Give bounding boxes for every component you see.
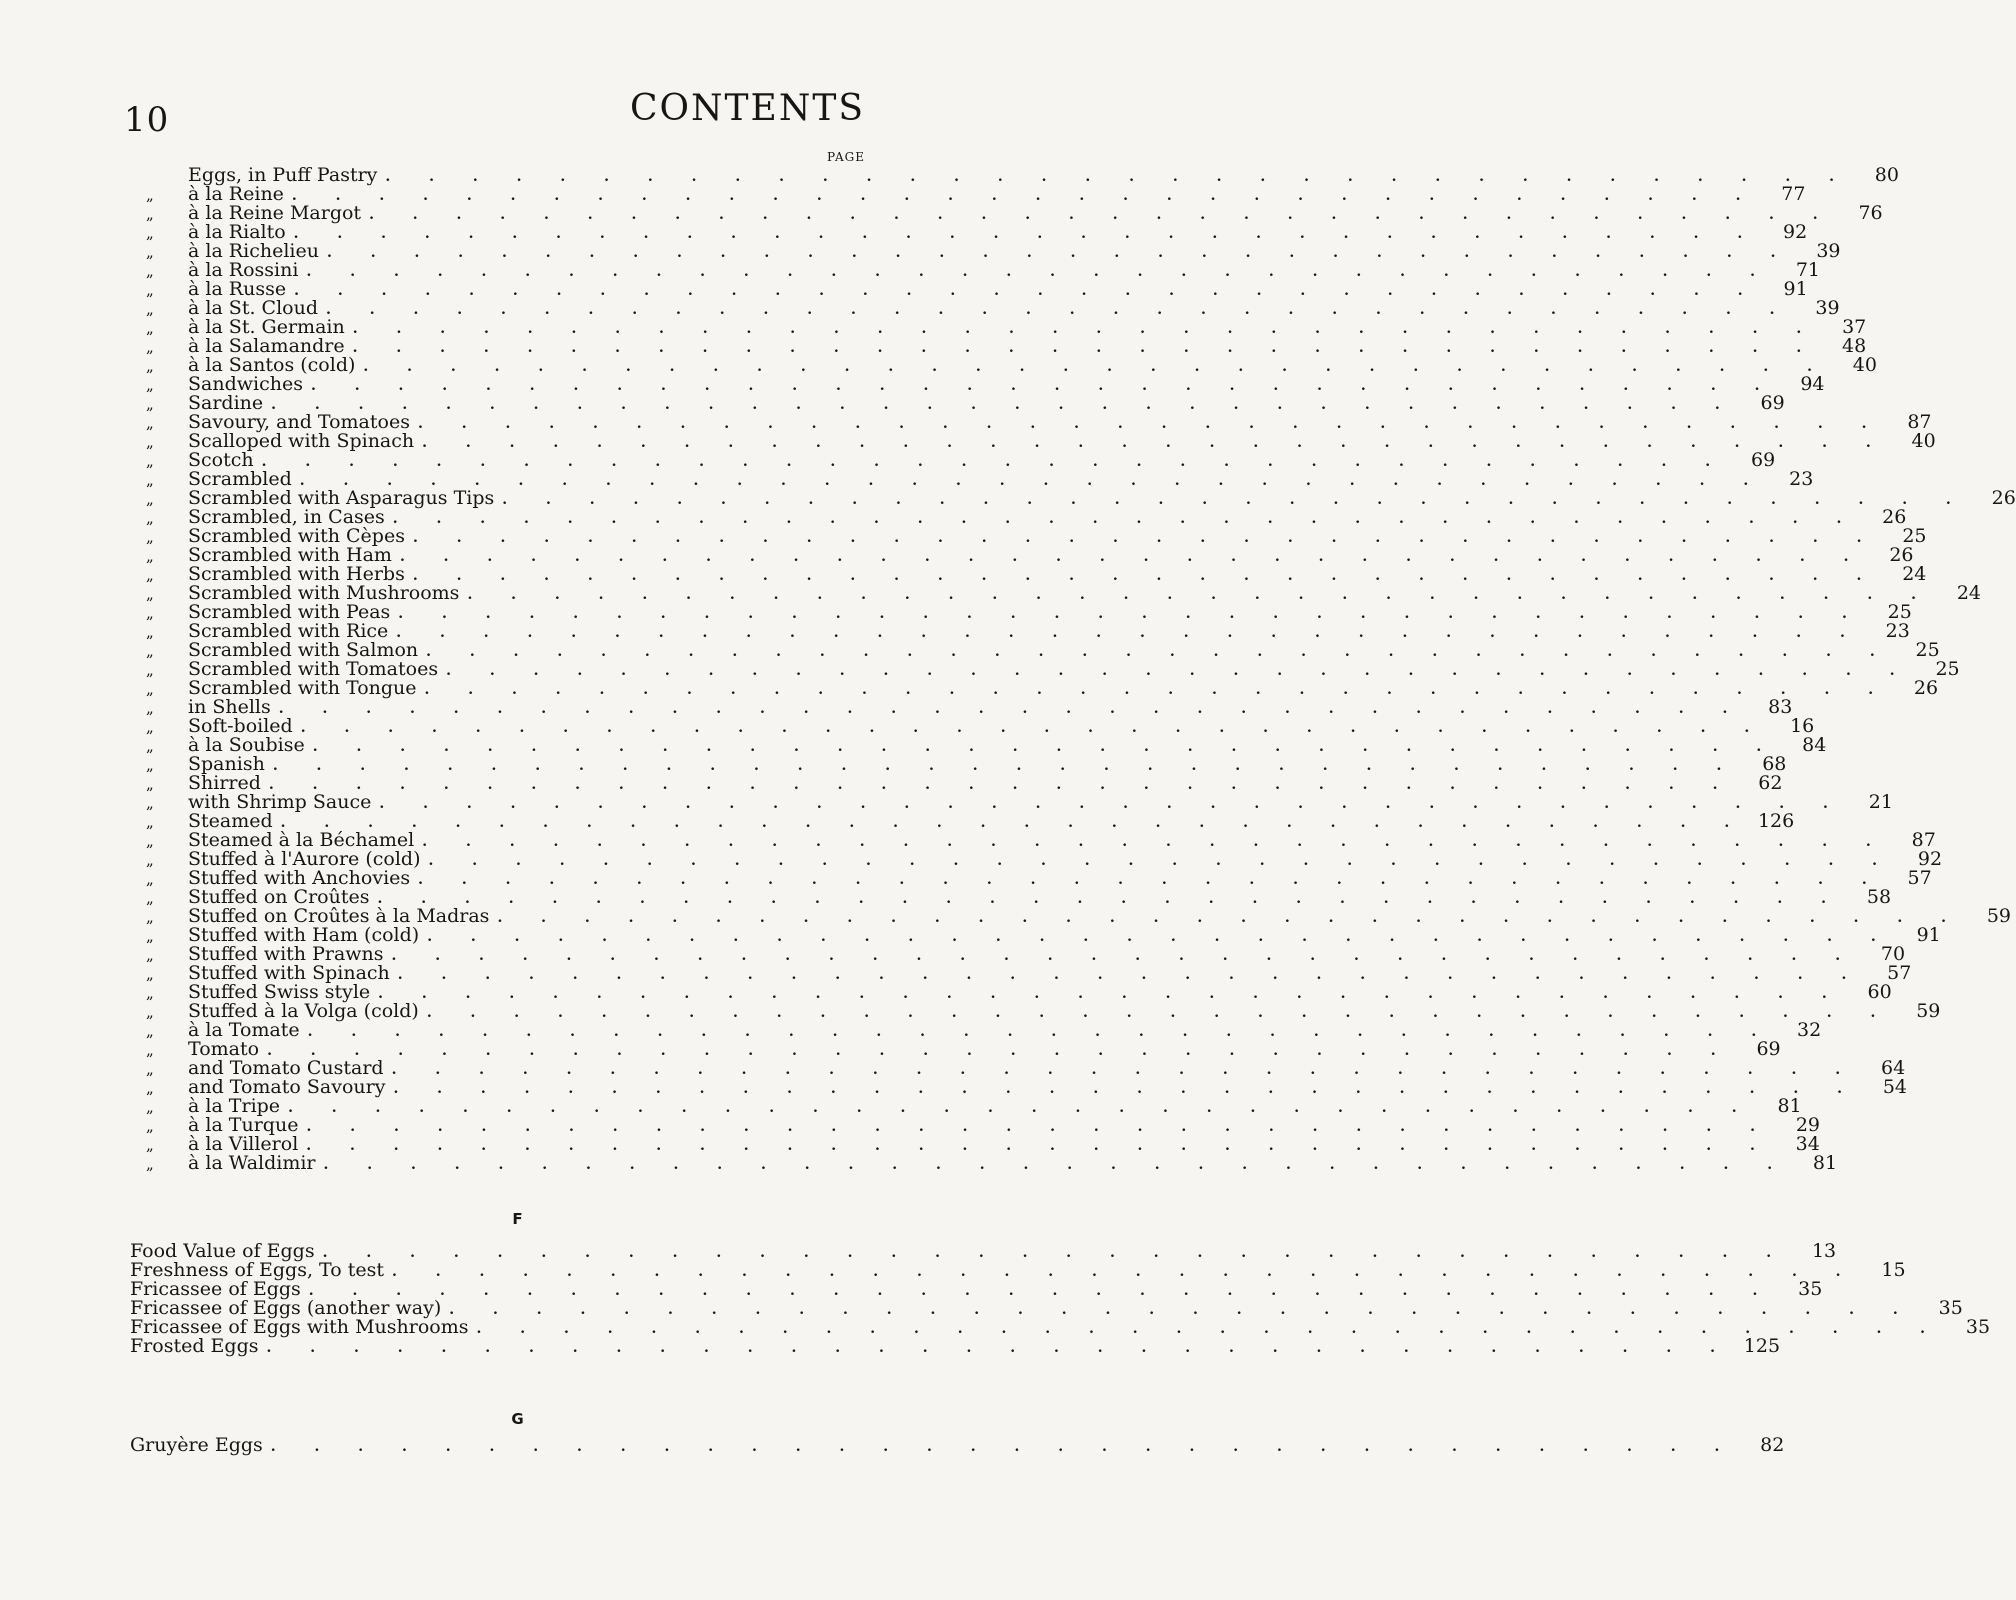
- ditto-mark: „: [146, 528, 154, 546]
- dot-leader: . . . . . . . . . . . . . . . . . . . . . . . . . . . . . . . . . .: [422, 834, 1888, 850]
- entry-page-number: 23: [1885, 620, 1910, 642]
- entry-page-number: 76: [1858, 202, 1883, 224]
- entry-page-number: 54: [1882, 1076, 1907, 1098]
- entry-page-number: 92: [1917, 848, 1943, 870]
- running-head: CONTENTS: [629, 88, 865, 129]
- toc-entry: [130, 1335, 1781, 1357]
- entry-page-number: 82: [1760, 1434, 1785, 1456]
- entry-title: à la St. Cloud: [188, 297, 318, 319]
- entry-page-number: 26: [1913, 677, 1939, 699]
- ditto-mark: „: [146, 262, 154, 280]
- entry-title: with Shrimp Sauce: [188, 791, 372, 813]
- ditto-mark: „: [146, 376, 154, 394]
- ditto-mark: „: [146, 927, 154, 945]
- entry-title: Sandwiches: [188, 373, 303, 395]
- entry-page-number: 35: [1965, 1316, 1991, 1338]
- entry-title: Fricassee of Eggs with Mushrooms: [130, 1316, 469, 1338]
- page-column-label: PAGE: [827, 150, 865, 164]
- entry-page-number: 71: [1795, 259, 1821, 281]
- entry-title: Scrambled: [188, 468, 292, 490]
- ditto-mark: „: [146, 1098, 154, 1116]
- toc-list-f: [130, 1240, 1991, 1357]
- entry-page-number: 25: [1902, 525, 1927, 547]
- dot-leader: . . . . . . . . . . . . . . . . . . . . . . . . . . . . . . . . . .: [397, 967, 1864, 983]
- dot-leader: . . . . . . . . . . . . . . . . . . . . . . . . . . . . . . . . . .: [270, 1439, 1737, 1455]
- entry-page-number: 13: [1811, 1240, 1837, 1262]
- dot-leader: . . . . . . . . . . . . . . . . . . . . . . . . . . . . . . . . . .: [412, 530, 1879, 546]
- ditto-mark: „: [146, 1079, 154, 1097]
- ditto-mark: „: [146, 832, 154, 850]
- entry-title: à la Russe: [188, 278, 287, 300]
- ditto-mark: „: [146, 300, 154, 318]
- entry-title: Scrambled with Tomatoes: [188, 658, 439, 680]
- entry-title: Stuffed Swiss style: [188, 981, 371, 1003]
- dot-leader: . . . . . . . . . . . . . . . . . . . . . . . . . . . . . . . . . .: [266, 1340, 1733, 1356]
- ditto-mark: „: [146, 338, 154, 356]
- dot-leader: . . . . . . . . . . . . . . . . . . . . . . . . . . . . . . . . . .: [268, 777, 1735, 793]
- entry-title: Scrambled with Ham: [188, 544, 392, 566]
- entry-title: à la Tripe: [188, 1095, 281, 1117]
- dot-leader: . . . . . . . . . . . . . . . . . . . . . . . . . . . . . . . . . .: [426, 1005, 1893, 1021]
- dot-leader: . . . . . . . . . . . . . . . . . . . . . . . . . . . . . . . . . .: [417, 416, 1884, 432]
- ditto-mark: „: [146, 490, 154, 508]
- ditto-mark: „: [146, 870, 154, 888]
- entry-title: Eggs, in Puff Pastry: [188, 164, 378, 186]
- ditto-mark: „: [146, 1003, 154, 1021]
- dot-leader: . . . . . . . . . . . . . . . . . . . . . . . . . . . . . . . . . .: [308, 1283, 1775, 1299]
- dot-leader: . . . . . . . . . . . . . . . . . . . . . . . . . . . . . . . . . .: [412, 568, 1879, 584]
- entry-page-number: 15: [1881, 1259, 1906, 1281]
- entry-title: Scrambled with Salmon: [188, 639, 419, 661]
- ditto-mark: „: [146, 908, 154, 926]
- entry-page-number: 94: [1800, 373, 1825, 395]
- ditto-mark: „: [146, 585, 154, 603]
- entry-page-number: 81: [1812, 1152, 1838, 1174]
- dot-leader: . . . . . . . . . . . . . . . . . . . . . . . . . . . . . . . . . .: [379, 796, 1845, 812]
- dot-leader: . . . . . . . . . . . . . . . . . . . . . . . . . . . . . . . . . .: [310, 378, 1777, 394]
- entry-page-number: 32: [1797, 1019, 1822, 1041]
- entry-title: Fricassee of Eggs (another way): [130, 1297, 442, 1319]
- dot-leader: . . . . . . . . . . . . . . . . . . . . . . . . . . . . . . . . . .: [399, 549, 1866, 565]
- dot-leader: . . . . . . . . . . . . . . . . . . . . . . . . . . . . . . . . . .: [272, 758, 1739, 774]
- section-letter-f: F: [512, 1210, 523, 1228]
- dot-leader: . . . . . . . . . . . . . . . . . . . . . . . . . . . . . . . . . .: [449, 1302, 1915, 1318]
- entry-title: Stuffed on Croûtes à la Madras: [188, 905, 490, 927]
- dot-leader: . . . . . . . . . . . . . . . . . . . . . . . . . . . . . . . . . .: [396, 625, 1862, 641]
- entry-title: Tomato: [188, 1038, 260, 1060]
- ditto-mark: „: [146, 509, 154, 527]
- entry-page-number: 29: [1795, 1114, 1821, 1136]
- entry-page-number: 24: [1902, 563, 1927, 585]
- ditto-mark: „: [146, 699, 154, 717]
- dot-leader: . . . . . . . . . . . . . . . . . . . . . . . . . . . . . . . . . .: [391, 1062, 1858, 1078]
- ditto-mark: „: [146, 756, 154, 774]
- ditto-mark: „: [146, 433, 154, 451]
- entry-page-number: 21: [1868, 791, 1893, 813]
- page-number: 10: [124, 100, 170, 140]
- ditto-mark: „: [146, 566, 154, 584]
- ditto-mark: „: [146, 794, 154, 812]
- ditto-mark: „: [146, 547, 154, 565]
- entry-page-number: 60: [1867, 981, 1892, 1003]
- dot-leader: . . . . . . . . . . . . . . . . . . . . . . . . . . . . . . . . . .: [294, 283, 1760, 299]
- entry-page-number: 126: [1757, 810, 1795, 832]
- entry-page-number: 91: [1783, 278, 1808, 300]
- dot-leader: . . . . . . . . . . . . . . . . . . . . . . . . . . . . . . . . . .: [278, 701, 1745, 717]
- dot-leader: . . . . . . . . . . . . . . . . . . . . . . . . . . . . . . . . . .: [326, 245, 1793, 261]
- entry-title: à la Salamandre: [188, 335, 345, 357]
- entry-title: Fricassee of Eggs: [130, 1278, 301, 1300]
- dot-leader: . . . . . . . . . . . . . . . . . . . . . . . . . . . . . . . . . .: [307, 1024, 1774, 1040]
- dot-leader: . . . . . . . . . . . . . . . . . . . . . . . . . . . . . . . . . .: [288, 1100, 1754, 1116]
- entry-title: Scrambled with Mushrooms: [188, 582, 460, 604]
- dot-leader: . . . . . . . . . . . . . . . . . . . . . . . . . . . . . . . . . .: [467, 587, 1933, 603]
- entry-title: Spanish: [188, 753, 265, 775]
- dot-leader: . . . . . . . . . . . . . . . . . . . . . . . . . . . . . . . . . .: [369, 207, 1835, 223]
- entry-title: Scrambled with Tongue: [188, 677, 417, 699]
- entry-title: Stuffed with Ham (cold): [188, 924, 420, 946]
- entry-title: Stuffed with Prawns: [188, 943, 384, 965]
- dot-leader: . . . . . . . . . . . . . . . . . . . . . . . . . . . . . . . . . .: [280, 815, 1747, 831]
- entry-title: à la Rossini: [188, 259, 299, 281]
- entry-title: Stuffed à l'Aurore (cold): [188, 848, 421, 870]
- entry-title: Freshness of Eggs, To test: [130, 1259, 384, 1281]
- entry-title: Stuffed à la Volga (cold): [188, 1000, 419, 1022]
- ditto-mark: „: [146, 357, 154, 375]
- dot-leader: . . . . . . . . . . . . . . . . . . . . . . . . . . . . . . . . . .: [427, 929, 1893, 945]
- entry-page-number: 23: [1789, 468, 1814, 490]
- entry-page-number: 69: [1750, 449, 1776, 471]
- ditto-mark: „: [146, 661, 154, 679]
- ditto-mark: „: [146, 1155, 154, 1173]
- entry-title: à la Tomate: [188, 1019, 300, 1041]
- ditto-mark: „: [146, 642, 154, 660]
- entry-title: à la Waldimir: [188, 1152, 316, 1174]
- ditto-mark: „: [146, 965, 154, 983]
- ditto-mark: „: [146, 1060, 154, 1078]
- dot-leader: . . . . . . . . . . . . . . . . . . . . . . . . . . . . . . . . . .: [497, 910, 1963, 926]
- dot-leader: . . . . . . . . . . . . . . . . . . . . . . . . . . . . . . . . . .: [363, 359, 1829, 375]
- ditto-mark: „: [146, 946, 154, 964]
- toc-entry: [130, 1152, 1838, 1174]
- dot-leader: . . . . . . . . . . . . . . . . . . . . . . . . . . . . . . . . . .: [392, 511, 1859, 527]
- entry-page-number: 70: [1880, 943, 1906, 965]
- ditto-mark: „: [146, 471, 154, 489]
- dot-leader: . . . . . . . . . . . . . . . . . . . . . . . . . . . . . . . . . .: [398, 606, 1864, 622]
- ditto-mark: „: [146, 775, 154, 793]
- dot-leader: . . . . . . . . . . . . . . . . . . . . . . . . . . . . . . . . . .: [476, 1321, 1943, 1337]
- entry-title: à la Reine Margot: [188, 202, 362, 224]
- ditto-mark: „: [146, 243, 154, 261]
- dot-leader: . . . . . . . . . . . . . . . . . . . . . . . . . . . . . . . . . .: [306, 264, 1773, 280]
- dot-leader: . . . . . . . . . . . . . . . . . . . . . . . . . . . . . . . . . .: [326, 302, 1792, 318]
- ditto-mark: „: [146, 680, 154, 698]
- entry-title: Soft-boiled: [188, 715, 293, 737]
- entry-page-number: 69: [1756, 1038, 1781, 1060]
- ditto-mark: „: [146, 319, 154, 337]
- dot-leader: . . . . . . . . . . . . . . . . . . . . . . . . . . . . . . . . . .: [424, 682, 1891, 698]
- entry-page-number: 62: [1758, 772, 1783, 794]
- entry-page-number: 26: [1991, 487, 2016, 509]
- entry-page-number: 125: [1743, 1335, 1781, 1357]
- entry-title: Scrambled with Peas: [188, 601, 391, 623]
- dot-leader: . . . . . . . . . . . . . . . . . . . . . . . . . . . . . . . . . .: [426, 644, 1892, 660]
- dot-leader: . . . . . . . . . . . . . . . . . . . . . . . . . . . . . . . . . .: [418, 872, 1884, 888]
- entry-page-number: 34: [1795, 1133, 1820, 1155]
- entry-page-number: 81: [1777, 1095, 1802, 1117]
- entry-page-number: 26: [1889, 544, 1914, 566]
- entry-page-number: 39: [1816, 240, 1841, 262]
- entry-title: à la Rialto: [188, 221, 286, 243]
- dot-leader: . . . . . . . . . . . . . . . . . . . . . . . . . . . . . . . . . .: [392, 1264, 1858, 1280]
- entry-title: Scrambled, in Cases: [188, 506, 385, 528]
- entry-page-number: 77: [1781, 183, 1806, 205]
- entry-page-number: 25: [1887, 601, 1912, 623]
- dot-leader: . . . . . . . . . . . . . . . . . . . . . . . . . . . . . . . . . .: [271, 397, 1737, 413]
- entry-title: Frosted Eggs: [130, 1335, 259, 1357]
- entry-page-number: 59: [1986, 905, 2011, 927]
- ditto-mark: „: [146, 623, 154, 641]
- entry-title: Savoury, and Tomatoes: [188, 411, 410, 433]
- entry-page-number: 84: [1802, 734, 1827, 756]
- ditto-mark: „: [146, 395, 154, 413]
- ditto-mark: „: [146, 604, 154, 622]
- section-letter-g: G: [511, 1410, 524, 1428]
- entry-page-number: 57: [1907, 867, 1932, 889]
- entry-title: Scrambled with Asparagus Tips: [188, 487, 495, 509]
- entry-page-number: 83: [1768, 696, 1793, 718]
- entry-page-number: 68: [1762, 753, 1787, 775]
- entry-title: Steamed: [188, 810, 273, 832]
- dot-leader: . . . . . . . . . . . . . . . . . . . . . . . . . . . . . . . . . .: [291, 188, 1758, 204]
- dot-leader: . . . . . . . . . . . . . . . . . . . . . . . . . . . . . . . . . .: [322, 1245, 1789, 1261]
- dot-leader: . . . . . . . . . . . . . . . . . . . . . . . . . . . . . . . . . .: [391, 948, 1858, 964]
- dot-leader: . . . . . . . . . . . . . . . . . . . . . . . . . . . . . . . . . .: [306, 1138, 1772, 1154]
- entry-title: Scalloped with Spinach: [188, 430, 415, 452]
- entry-title: à la Richelieu: [188, 240, 319, 262]
- ditto-mark: „: [146, 1041, 154, 1059]
- dot-leader: . . . . . . . . . . . . . . . . . . . . . . . . . . . . . . . . . .: [299, 473, 1766, 489]
- ditto-mark: „: [146, 813, 154, 831]
- entry-title: Stuffed with Anchovies: [188, 867, 411, 889]
- dot-leader: . . . . . . . . . . . . . . . . . . . . . . . . . . . . . . . . . .: [352, 321, 1819, 337]
- entry-title: and Tomato Savoury: [188, 1076, 386, 1098]
- entry-page-number: 25: [1935, 658, 1960, 680]
- entry-page-number: 87: [1911, 829, 1936, 851]
- toc-list-g: [130, 1434, 1785, 1456]
- ditto-mark: „: [146, 737, 154, 755]
- entry-page-number: 39: [1815, 297, 1840, 319]
- dot-leader: . . . . . . . . . . . . . . . . . . . . . . . . . . . . . . . . . .: [446, 663, 1912, 679]
- entry-title: à la St. Germain: [188, 316, 345, 338]
- entry-title: Sardine: [188, 392, 264, 414]
- entry-page-number: 58: [1866, 886, 1892, 908]
- entry-title: à la Reine: [188, 183, 284, 205]
- entry-title: Scrambled with Herbs: [188, 563, 405, 585]
- dot-leader: . . . . . . . . . . . . . . . . . . . . . . . . . . . . . . . . . .: [428, 853, 1895, 869]
- entry-title: Stuffed with Spinach: [188, 962, 390, 984]
- dot-leader: . . . . . . . . . . . . . . . . . . . . . . . . . . . . . . . . . .: [306, 1119, 1773, 1135]
- entry-page-number: 87: [1907, 411, 1932, 433]
- entry-title: Stuffed on Croûtes: [188, 886, 370, 908]
- entry-page-number: 25: [1915, 639, 1940, 661]
- entry-page-number: 35: [1938, 1297, 1963, 1319]
- toc-entry: [130, 1434, 1785, 1456]
- entry-page-number: 48: [1842, 335, 1867, 357]
- ditto-mark: „: [146, 205, 154, 223]
- dot-leader: . . . . . . . . . . . . . . . . . . . . . . . . . . . . . . . . . .: [422, 435, 1888, 451]
- entry-title: à la Soubise: [188, 734, 305, 756]
- ditto-mark: „: [146, 224, 154, 242]
- entry-title: à la Turque: [188, 1114, 299, 1136]
- entry-title: Scrambled with Cèpes: [188, 525, 405, 547]
- entry-page-number: 57: [1887, 962, 1912, 984]
- entry-page-number: 35: [1798, 1278, 1823, 1300]
- entry-page-number: 92: [1783, 221, 1808, 243]
- entry-page-number: 69: [1760, 392, 1785, 414]
- entry-page-number: 37: [1842, 316, 1867, 338]
- dot-leader: . . . . . . . . . . . . . . . . . . . . . . . . . . . . . . . . . .: [393, 1081, 1859, 1097]
- dot-leader: . . . . . . . . . . . . . . . . . . . . . . . . . . . . . . . . . .: [300, 720, 1767, 736]
- dot-leader: . . . . . . . . . . . . . . . . . . . . . . . . . . . . . . . . . .: [377, 891, 1844, 907]
- dot-leader: . . . . . . . . . . . . . . . . . . . . . . . . . . . . . . . . . .: [293, 226, 1760, 242]
- entry-title: Shirred: [188, 772, 261, 794]
- dot-leader: . . . . . . . . . . . . . . . . . . . . . . . . . . . . . . . . . .: [267, 1043, 1733, 1059]
- entry-title: Steamed à la Béchamel: [188, 829, 415, 851]
- toc-list-eggs: [130, 164, 2016, 1174]
- ditto-mark: „: [146, 452, 154, 470]
- entry-title: à la Santos (cold): [188, 354, 356, 376]
- entry-title: à la Villerol: [188, 1133, 299, 1155]
- entry-page-number: 91: [1916, 924, 1941, 946]
- ditto-mark: „: [146, 851, 154, 869]
- dot-leader: . . . . . . . . . . . . . . . . . . . . . . . . . . . . . . . . . .: [323, 1157, 1790, 1173]
- ditto-mark: „: [146, 889, 154, 907]
- dot-leader: . . . . . . . . . . . . . . . . . . . . . . . . . . . . . . . . . .: [312, 739, 1779, 755]
- entry-title: Gruyère Eggs: [130, 1434, 263, 1456]
- ditto-mark: „: [146, 281, 154, 299]
- ditto-mark: „: [146, 1136, 154, 1154]
- ditto-mark: „: [146, 186, 154, 204]
- ditto-mark: „: [146, 984, 154, 1002]
- entry-page-number: 26: [1882, 506, 1907, 528]
- ditto-mark: „: [146, 1022, 154, 1040]
- ditto-mark: „: [146, 414, 154, 432]
- entry-title: Scrambled with Rice: [188, 620, 389, 642]
- ditto-mark: „: [146, 718, 154, 736]
- dot-leader: . . . . . . . . . . . . . . . . . . . . . . . . . . . . . . . . . .: [385, 169, 1851, 185]
- dot-leader: . . . . . . . . . . . . . . . . . . . . . . . . . . . . . . . . . .: [502, 492, 1968, 508]
- dot-leader: . . . . . . . . . . . . . . . . . . . . . . . . . . . . . . . . . .: [261, 454, 1728, 470]
- entry-page-number: 40: [1911, 430, 1936, 452]
- entry-title: Food Value of Eggs: [130, 1240, 315, 1262]
- entry-page-number: 16: [1790, 715, 1815, 737]
- entry-title: and Tomato Custard: [188, 1057, 384, 1079]
- entry-title: Scotch: [188, 449, 254, 471]
- dot-leader: . . . . . . . . . . . . . . . . . . . . . . . . . . . . . . . . . .: [378, 986, 1844, 1002]
- dot-leader: . . . . . . . . . . . . . . . . . . . . . . . . . . . . . . . . . .: [352, 340, 1819, 356]
- entry-title: in Shells: [188, 696, 271, 718]
- entry-page-number: 80: [1874, 164, 1899, 186]
- entry-page-number: 64: [1880, 1057, 1906, 1079]
- entry-page-number: 24: [1956, 582, 1981, 604]
- ditto-mark: „: [146, 1117, 154, 1135]
- entry-page-number: 59: [1916, 1000, 1941, 1022]
- entry-page-number: 40: [1852, 354, 1877, 376]
